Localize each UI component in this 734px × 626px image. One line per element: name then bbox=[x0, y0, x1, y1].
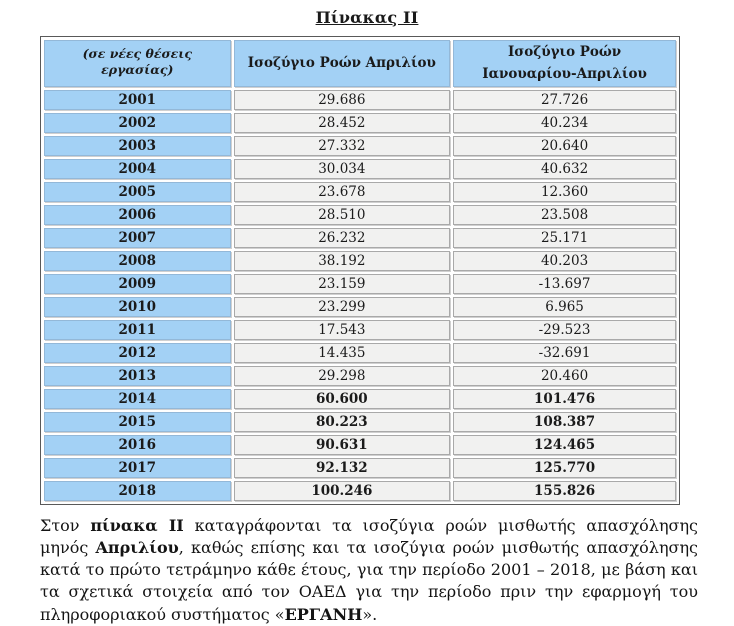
jan-april-balance-cell: 155.826 bbox=[453, 481, 676, 501]
year-cell: 2016 bbox=[44, 435, 231, 455]
jan-april-balance-cell: 40.234 bbox=[453, 113, 676, 133]
paragraph-bold-segment: Απριλίου bbox=[95, 538, 179, 558]
april-balance-cell: 29.298 bbox=[234, 366, 451, 386]
jan-april-balance-cell: 101.476 bbox=[453, 389, 676, 409]
april-balance-cell: 30.034 bbox=[234, 159, 451, 179]
jan-april-balance-cell: 108.387 bbox=[453, 412, 676, 432]
april-balance-cell: 92.132 bbox=[234, 458, 451, 478]
april-balance-cell: 27.332 bbox=[234, 136, 451, 156]
year-cell: 2008 bbox=[44, 251, 231, 271]
table-header-jan-april-line2: Ιανουαρίου-Απριλίου bbox=[482, 65, 647, 82]
april-balance-cell: 23.678 bbox=[234, 182, 451, 202]
table-row bbox=[44, 113, 676, 133]
year-cell: 2005 bbox=[44, 182, 231, 202]
april-balance-cell: 28.452 bbox=[234, 113, 451, 133]
table-row bbox=[44, 389, 676, 409]
jan-april-balance-cell: 6.965 bbox=[453, 297, 676, 317]
year-cell: 2002 bbox=[44, 113, 231, 133]
table-row bbox=[44, 343, 676, 363]
jan-april-balance-cell: 124.465 bbox=[453, 435, 676, 455]
year-cell: 2018 bbox=[44, 481, 231, 501]
description-paragraph bbox=[40, 515, 698, 625]
table-row bbox=[44, 297, 676, 317]
jan-april-balance-cell: -13.697 bbox=[453, 274, 676, 294]
april-balance-cell: 23.299 bbox=[234, 297, 451, 317]
table-header-april: Ισοζύγιο Ροών Απριλίου bbox=[234, 40, 451, 87]
year-cell: 2001 bbox=[44, 90, 231, 110]
april-balance-cell: 17.543 bbox=[234, 320, 451, 340]
table-row bbox=[44, 182, 676, 202]
year-cell: 2012 bbox=[44, 343, 231, 363]
april-balance-cell: 38.192 bbox=[234, 251, 451, 271]
jan-april-balance-cell: 12.360 bbox=[453, 182, 676, 202]
jan-april-balance-cell: 40.632 bbox=[453, 159, 676, 179]
table-row bbox=[44, 435, 676, 455]
jan-april-balance-cell: 20.460 bbox=[453, 366, 676, 386]
year-cell: 2004 bbox=[44, 159, 231, 179]
table-row bbox=[44, 159, 676, 179]
april-balance-cell: 60.600 bbox=[234, 389, 451, 409]
april-balance-cell: 90.631 bbox=[234, 435, 451, 455]
table-row bbox=[44, 320, 676, 340]
table-row bbox=[44, 90, 676, 110]
april-balance-cell: 80.223 bbox=[234, 412, 451, 432]
year-cell: 2014 bbox=[44, 389, 231, 409]
table-header bbox=[44, 40, 676, 87]
april-balance-cell: 100.246 bbox=[234, 481, 451, 501]
april-balance-cell: 26.232 bbox=[234, 228, 451, 248]
jan-april-balance-cell: 40.203 bbox=[453, 251, 676, 271]
table-row bbox=[44, 228, 676, 248]
april-balance-cell: 23.159 bbox=[234, 274, 451, 294]
year-cell: 2015 bbox=[44, 412, 231, 432]
table-header-unit: (σε νέες θέσεις εργασίας) bbox=[44, 40, 231, 87]
jan-april-balance-cell: 25.171 bbox=[453, 228, 676, 248]
jan-april-balance-cell: -29.523 bbox=[453, 320, 676, 340]
year-cell: 2013 bbox=[44, 366, 231, 386]
year-cell: 2003 bbox=[44, 136, 231, 156]
table-header-jan-april-line1: Ισοζύγιο Ροών bbox=[507, 44, 622, 60]
jan-april-balance-cell: 125.770 bbox=[453, 458, 676, 478]
table-row bbox=[44, 412, 676, 432]
jan-april-balance-cell: 20.640 bbox=[453, 136, 676, 156]
table-row bbox=[44, 458, 676, 478]
paragraph-bold-segment: ΕΡΓΑΝΗ bbox=[284, 604, 363, 624]
paragraph-segment: ». bbox=[362, 604, 378, 624]
april-balance-cell: 28.510 bbox=[234, 205, 451, 225]
table-row bbox=[44, 205, 676, 225]
paragraph-segment: καταγράφονται τα ισοζύγια ροών μισθωτής απασχόλησης μηνός bbox=[40, 516, 698, 558]
table-body bbox=[44, 90, 676, 501]
year-cell: 2010 bbox=[44, 297, 231, 317]
year-cell: 2009 bbox=[44, 274, 231, 294]
jan-april-balance-cell: 27.726 bbox=[453, 90, 676, 110]
jan-april-balance-cell: -32.691 bbox=[453, 343, 676, 363]
year-cell: 2007 bbox=[44, 228, 231, 248]
table-row bbox=[44, 251, 676, 271]
paragraph-segment: , καθώς επίσης και τα ισοζύγια ροών μισθωτής απασχόλησης κατά το πρώτο τετράμηνο κάθε έτους, για την περίοδο 2001 – 2018, με βάση και τα σχετικά στοιχεία από τον ΟΑΕΔ για την περίοδο πριν την εφαρμογή του πληροφοριακού συστήματος « bbox=[40, 538, 699, 624]
april-balance-cell: 14.435 bbox=[234, 343, 451, 363]
table-row bbox=[44, 481, 676, 501]
jan-april-balance-cell: 23.508 bbox=[453, 205, 676, 225]
table-row bbox=[44, 274, 676, 294]
paragraph-segment: Στον bbox=[40, 516, 91, 536]
april-balance-cell: 29.686 bbox=[234, 90, 451, 110]
year-cell: 2011 bbox=[44, 320, 231, 340]
paragraph-bold-segment: πίνακα ΙΙ bbox=[90, 516, 184, 536]
table-header-row bbox=[44, 40, 676, 87]
table-row bbox=[44, 136, 676, 156]
data-table bbox=[40, 36, 680, 505]
year-cell: 2006 bbox=[44, 205, 231, 225]
year-cell: 2017 bbox=[44, 458, 231, 478]
table-row bbox=[44, 366, 676, 386]
table-header-jan-april bbox=[453, 40, 676, 87]
page-title: Πίνακας II bbox=[315, 8, 419, 27]
